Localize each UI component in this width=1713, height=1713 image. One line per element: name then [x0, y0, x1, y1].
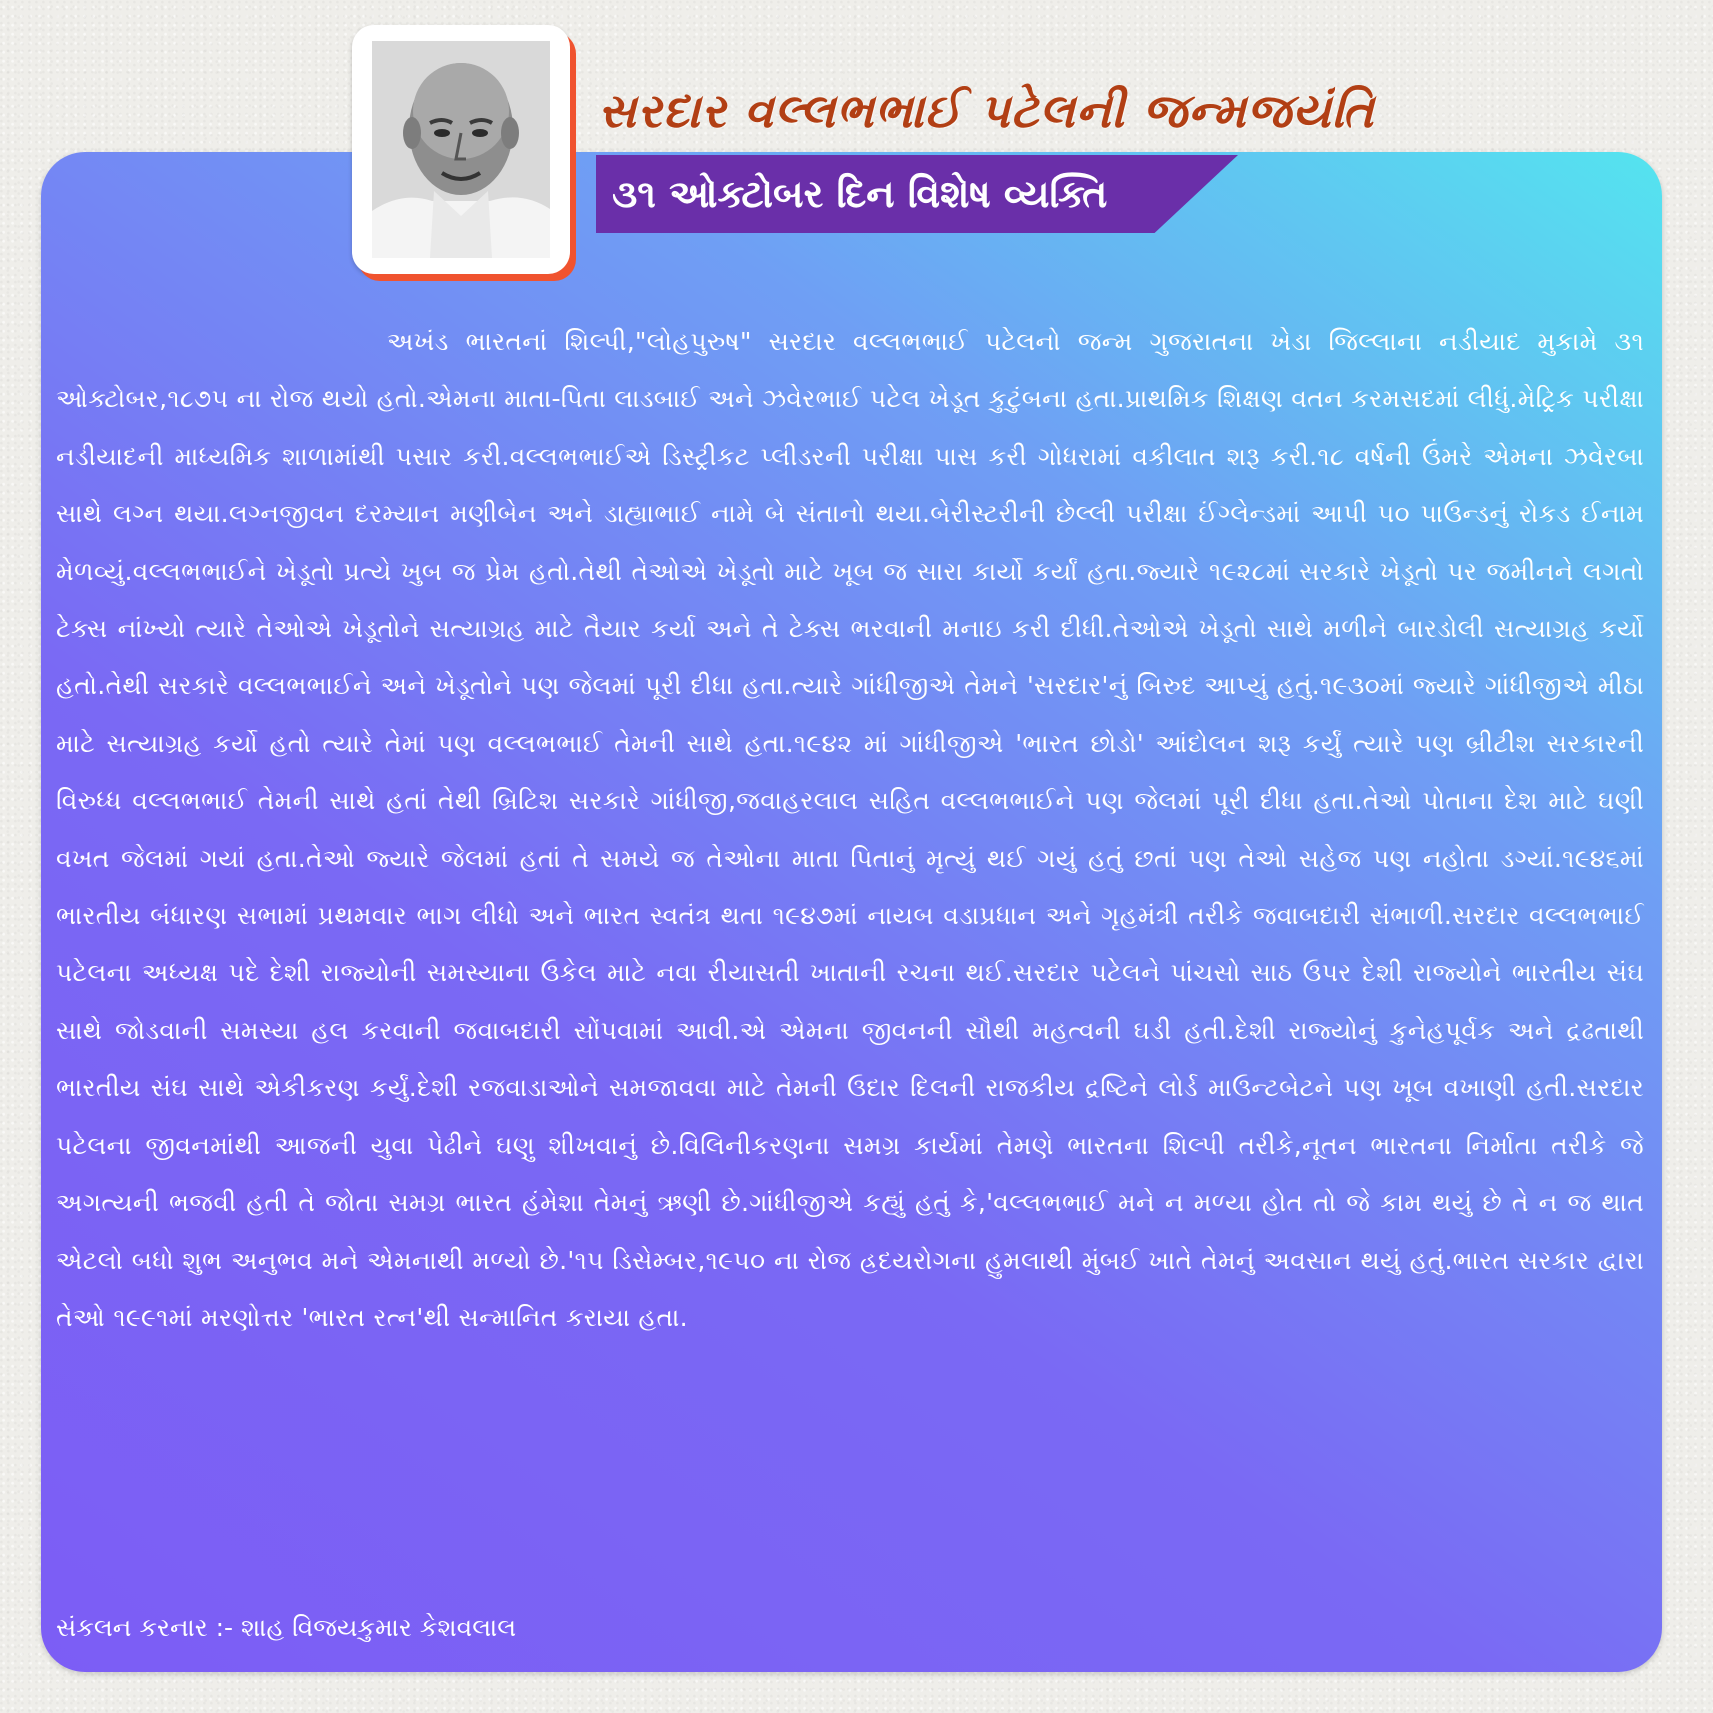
- subtitle-label: ૩૧ ઓક્ટોબર દિન વિશેષ વ્યક્તિ: [612, 172, 1108, 216]
- portrait-frame: [352, 25, 570, 274]
- compiler-credit: સંકલન કરનાર :- શાહ વિજયકુમાર કેશવલાલ: [56, 1613, 517, 1642]
- article-body: અખંડ ભારતનાં શિલ્પી,"લોહપુરુષ" સરદાર વલ્લભભાઈ પટેલનો જન્મ ગુજરાતના ખેડા જિલ્લાના નડીયાદ મુકામે ૩૧ ઓક્ટોબર,૧૮૭૫ ના રોજ થયો હતો.એમના માતા-પિતા લાડબાઈ અને ઝવેરભાઈ પટેલ ખેડૂત કુટુંબના હતા.પ્રાથમિક શિક્ષણ વતન કરમસદમાં લીધું.મેટ્રિક પરીક્ષા નડીયાદની માધ્યમિક શાળામાંથી પસાર કરી.વલ્લભભાઈએ ડિસ્ટ્રીકટ પ્લીડરની પરીક્ષા પાસ કરી ગોધરામાં વકીલાત શરૂ કરી.૧૮ વર્ષની ઉંમરે એમના ઝવેરબા સાથે લગ્ન થયા.લગ્નજીવન દરમ્યાન મણીબેન અને ડાહ્યાભાઈ નામે બે સંતાનો થયા.બેરીસ્ટરીની છેલ્લી પરીક્ષા ઈંગ્લેન્ડમાં આપી ૫૦ પાઉન્ડનું રોકડ ઈનામ મેળવ્યું.વલ્લભભાઈને ખેડૂતો પ્રત્યે ખુબ જ પ્રેમ હતો.તેથી તેઓએ ખેડૂતો માટે ખૂબ જ સારા કાર્યો કર્યાં હતા.જ્યારે ૧૯૨૮માં સરકારે ખેડૂતો પર જમીનને લગતો ટેક્સ નાંખ્યો ત્યારે તેઓએ ખેડૂતોને સત્યાગ્રહ માટે તૈયાર કર્યા અને તે ટેક્સ ભરવાની મનાઇ કરી દીધી.તેઓએ ખેડૂતો સાથે મળીને બારડોલી સત્યાગ્રહ કર્યો હતો.તેથી સરકારે વલ્લભભાઈને અને ખેડૂતોને પણ જેલમાં પૂરી દીધા હતા.ત્યારે ગાંધીજીએ તેમને 'સરદાર'નું બિરુદ આપ્યું હતું.૧૯૩૦માં જ્યારે ગાંધીજીએ મીઠા માટે સત્યાગ્રહ કર્યો હતો ત્યારે તેમાં પણ વલ્લભભાઈ તેમની સાથે હતા.૧૯૪૨ માં ગાંધીજીએ 'ભારત છોડો' આંદોલન શરૂ કર્યું ત્યારે પણ બ્રીટીશ સરકારની વિરુધ્ધ વલ્લભભાઈ તેમની સાથે હતાં તેથી બ્રિટિશ સરકારે ગાંધીજી,જવાહરલાલ સહિત વલ્લભભાઈને પણ જેલમાં પૂરી દીધા હતા.તેઓ પોતાના દેશ માટે ઘણી વખત જેલમાં ગયાં હતા.તેઓ જ્યારે જેલમાં હતાં તે સમયે જ તેઓના માતા પિતાનું મૃત્યું થઈ ગયું હતું છતાં પણ તેઓ સહેજ પણ નહોતા ડગ્યાં.૧૯૪૬માં ભારતીય બંધારણ સભામાં પ્રથમવાર ભાગ લીધો અને ભારત સ્વતંત્ર થતા ૧૯૪૭માં નાયબ વડાપ્રધાન અને ગૃહમંત્રી તરીકે જવાબદારી સંભાળી.સરદાર વલ્લભભાઈ પટેલના અધ્યક્ષ પદે દેશી રાજ્યોની સમસ્યાના ઉકેલ માટે નવા રીયાસતી ખાતાની રચના થઈ.સરદાર પટેલને પાંચસો સાઠ ઉપર દેશી રાજ્યોને ભારતીય સંઘ સાથે જોડવાની સમસ્યા હલ કરવાની જવાબદારી સોંપવામાં આવી.એ એમના જીવનની સૌથી મહત્વની ઘડી હતી.દેશી રાજ્યોનું કુનેહપૂર્વક અને દ્રઢતાથી ભારતીય સંઘ સાથે એકીકરણ કર્યું.દેશી રજવાડાઓને સમજાવવા માટે તેમની ઉદાર દિલની રાજકીય દ્રષ્ટિને લોર્ડ માઉન્ટબેટને પણ ખૂબ વખાણી હતી.સરદાર પટેલના જીવનમાંથી આજની યુવા પેઢીને ઘણુ શીખવાનું છે.વિલિનીકરણના સમગ્ર કાર્યમાં તેમણે ભારતના શિલ્પી તરીકે,નૂતન ભારતના નિર્માતા તરીકે જે અગત્યની ભજવી હતી તે જોતા સમગ્ર ભારત હંમેશા તેમનું ઋણી છે.ગાંધીજીએ કહ્યું હતું કે,'વલ્લભભાઈ મને ન મળ્યા હોત તો જે કામ થયું છે તે ન જ થાત એટલો બધો શુભ અનુભવ મને એમનાથી મળ્યો છે.'૧૫ ડિસેમ્બર,૧૯૫૦ ના રોજ હ્રદયરોગના હુમલાથી મુંબઈ ખાતે તેમનું અવસાન થયું હતું.ભારત સરકાર દ્વારા તેઓ ૧૯૯૧માં મરણોત્તર 'ભારત રત્ન'થી સન્માનિત કરાયા હતા.: [56, 327, 1644, 1332]
- portrait-photo: [372, 41, 550, 258]
- page-title: સરદાર વલ્લભભાઈ પટેલની જન્મજયંતિ: [598, 84, 1375, 139]
